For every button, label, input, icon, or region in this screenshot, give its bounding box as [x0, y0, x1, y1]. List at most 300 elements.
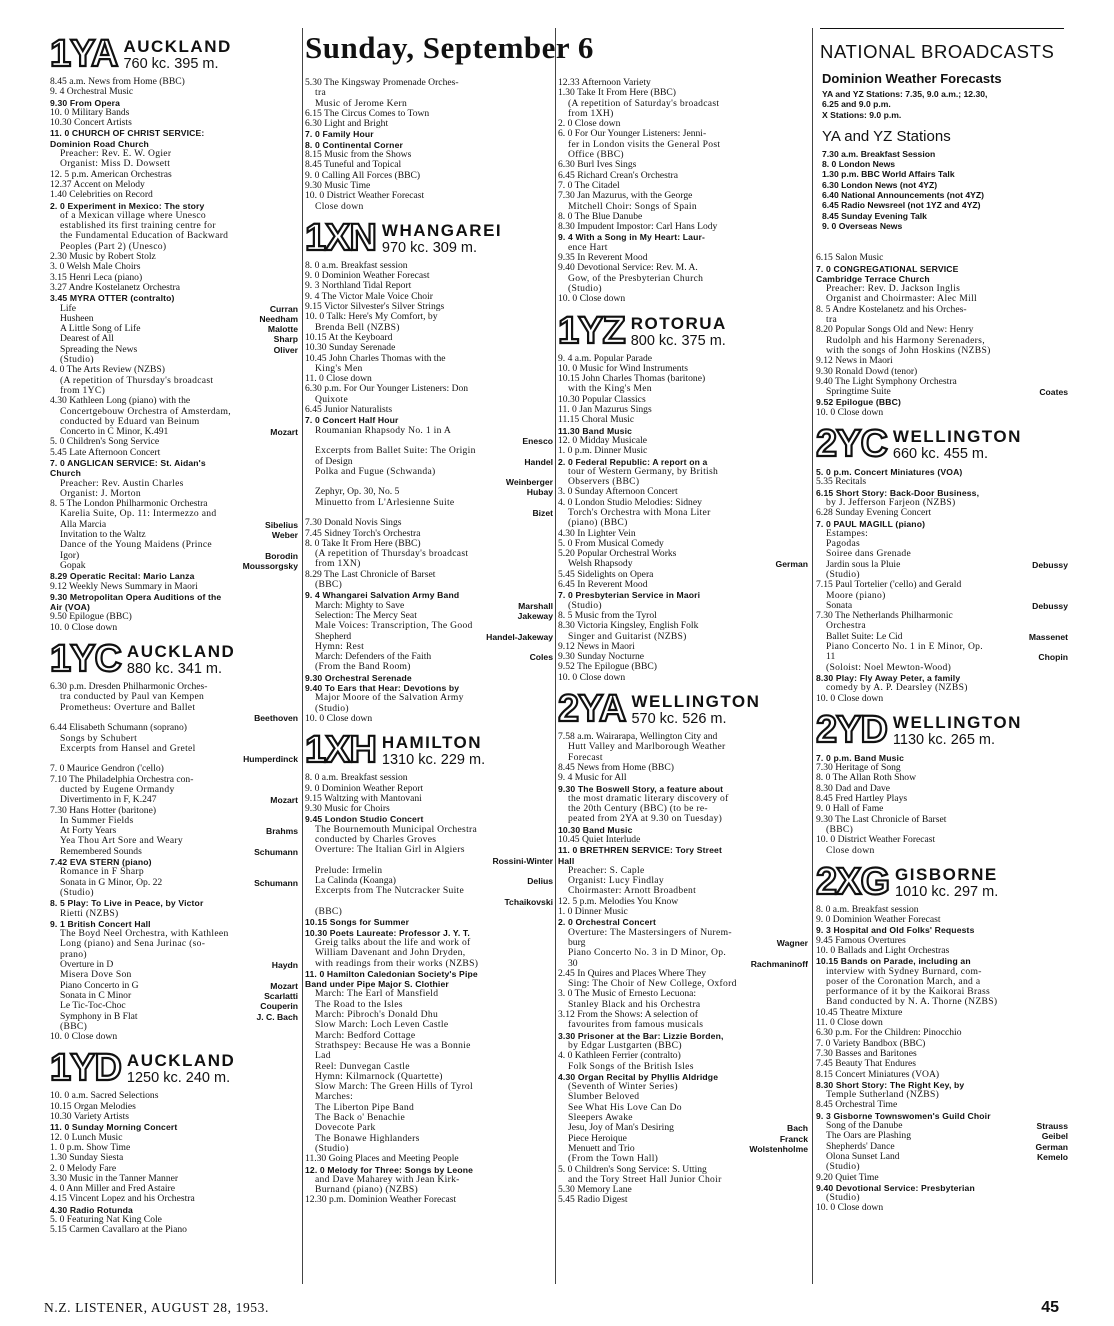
programme-detail-line: Slow March: Loch Leven Castle: [315, 1020, 449, 1031]
programme-entry: 8. 0 a.m. Breakfast session: [305, 260, 408, 271]
composer-name: Curran: [269, 303, 298, 314]
programme-item-with-composer: [816, 632, 1068, 642]
programme-entry: 2. 0 Experiment in Mexico: The story: [50, 200, 205, 211]
programme-item-text: Sonata: [826, 600, 853, 611]
station-frequency: 1130 kc. 265 m.: [892, 731, 996, 748]
programme-entry: 9.30 Orchestral Serenade: [305, 672, 412, 683]
programme-entry: 2. 0 Close down: [558, 119, 621, 130]
programme-item-with-composer: [305, 487, 553, 497]
programme-entry: 8.30 Play: Fly Away Peter, a family: [816, 672, 961, 683]
programme-item-with-composer: [305, 436, 553, 446]
programme-entry: 8.45 Fred Hartley Plays: [816, 794, 908, 805]
programme-entry: 10.45 Quiet Interlude: [558, 835, 641, 845]
composer-name: Scarlatti: [264, 990, 298, 1001]
composer-name: Coates: [1039, 387, 1068, 398]
programme-detail-line: (Studio): [60, 355, 94, 366]
programme-entry: 6.30 p.m. For the Children: Pinocchio: [816, 1028, 962, 1039]
programme-item-text: Concerto in C Minor, K.491: [60, 427, 169, 438]
programme-detail-line: Prelude: Irmelin: [315, 865, 383, 876]
programme-item-with-composer: [50, 324, 298, 334]
programme-detail-line: Moore (piano): [826, 590, 886, 601]
programme-column-4: [816, 28, 1068, 1286]
programme-item-with-composer: [305, 508, 553, 518]
programme-entry: 10.30 Sunday Serenade: [305, 343, 396, 354]
programme-entry: 2.45 In Quires and Places Where They: [558, 968, 707, 979]
station-city: WELLINGTON: [892, 427, 1022, 447]
station-header: [305, 728, 553, 768]
programme-detail-line: March: The Earl of Mansfield: [315, 989, 439, 1000]
programme-detail-line: (piano) (BBC): [568, 518, 628, 529]
yayz-schedule-line: 8.45 Sunday Evening Talk: [822, 210, 927, 221]
programme-detail-line: Excerpts from Ballet Suite: The Origin: [315, 446, 476, 457]
composer-name: Kemelo: [1036, 1151, 1068, 1162]
programme-entry: 12.37 Accent on Melody: [50, 179, 145, 190]
programme-detail-line: Songs by Schubert: [60, 733, 138, 744]
programme-detail-line: Folk Songs of the British Isles: [568, 1061, 694, 1072]
programme-entry: 3. 0 Sunday Afternoon Concert: [558, 487, 678, 498]
station-frequency: 800 kc. 375 m.: [630, 332, 726, 349]
programme-detail-line: (Studio): [568, 283, 602, 294]
programme-entry: 12. 5 p.m. American Orchestras: [50, 169, 172, 180]
station-info: [382, 734, 485, 768]
programme-item-with-composer: [558, 1123, 808, 1133]
programme-detail-line: The Liberton Pipe Band: [315, 1102, 415, 1113]
programme-detail-line: Observers (BBC): [568, 477, 640, 488]
programme-entry: 6.45 Richard Crean's Orchestra: [558, 170, 679, 181]
programme-entry: 6.45 In Reverent Mood: [558, 580, 648, 591]
programme-item-with-composer: [50, 795, 298, 805]
programme-detail-line: Romance in F Sharp: [60, 867, 145, 878]
yayz-lines: [816, 149, 1068, 231]
programme-entry: 4.30 Radio Rotunda: [50, 1204, 133, 1215]
station-info: [631, 693, 760, 727]
programme-entry: 6.44 Elisabeth Schumann (soprano): [50, 723, 187, 734]
programme-detail-line: by J. Jefferson Farjeon (NZBS): [826, 497, 956, 508]
station-info: [127, 1052, 235, 1086]
station-info: [382, 222, 502, 256]
programme-item-with-composer: [558, 1134, 808, 1144]
programme-detail-line: March: Pibroch's Donald Dhu: [315, 1010, 439, 1021]
footer-issue: N.Z. LISTENER, AUGUST 28, 1953.: [44, 1300, 269, 1315]
programme-entry: 9.40 The Light Symphony Orchestra: [816, 376, 957, 387]
programme-detail-line: (Studio): [315, 1143, 349, 1154]
programme-entry: 9.45 Famous Overtures: [816, 935, 906, 946]
column-rule: [555, 28, 556, 1284]
composer-name: Wagner: [776, 937, 808, 948]
page-number: 45: [1041, 1299, 1059, 1316]
programme-detail-line: Estampes:: [826, 528, 869, 539]
programme-detail-line: Organist: Lucy Findlay: [568, 876, 664, 887]
programme-detail-line: comedy by A. P. Dearsley (NZBS): [826, 683, 968, 694]
programme-entry: 9.30 Music for Choirs: [305, 804, 390, 815]
programme-detail-line: Choirmaster: Arnott Broadbent: [568, 886, 697, 897]
programme-entry: 6.30 p.m. Dresden Philharmonic Orches-: [50, 682, 208, 693]
programme-detail-line: Piano Concerto No. 1 in E Minor, Op.: [826, 642, 983, 653]
programme-entry: 8.29 The Last Chronicle of Barset: [305, 569, 436, 580]
programme-detail-line: Strathspey: Because He was a Bonnie: [315, 1040, 471, 1051]
programme-detail-line: (BBC): [315, 907, 343, 918]
programme-item-text: Spreading the News: [60, 344, 138, 355]
station-header: [305, 216, 553, 256]
station-info: [631, 315, 727, 349]
programme-entry: 7.30 Hans Hotter (baritone): [50, 805, 157, 816]
programme-item-text: Menuett and Trio: [568, 1143, 635, 1154]
page-title: Sunday, September 6: [305, 30, 594, 65]
programme-item-text: The Oars are Plashing: [826, 1131, 911, 1142]
programme-item-with-composer: [50, 991, 298, 1001]
station-frequency: 660 kc. 455 m.: [892, 446, 989, 463]
programme-detail-line: conducted by Charles Groves: [315, 835, 437, 845]
programme-entry: 10.15 Bands on Parade, including an: [816, 956, 971, 967]
composer-name: Debussy: [1032, 600, 1068, 611]
composer-name: Delius: [527, 876, 553, 887]
programme-item-with-composer: [50, 530, 298, 540]
programme-entry: 1. 0 p.m. Show Time: [50, 1142, 131, 1153]
station-call-sign: 1XH: [305, 729, 376, 769]
programme-entry: 1.30 Take It From Here (BBC): [558, 88, 676, 99]
programme-item-text: Ballet Suite: Le Cid: [826, 631, 903, 642]
programme-entry: 10.15 Organ Melodies: [50, 1101, 136, 1112]
station-info: [123, 38, 231, 72]
programme-entry: 12. 0 Melody for Three: Songs by Leone: [305, 1164, 474, 1175]
composer-name: Handel: [524, 456, 553, 467]
programme-detail-line: the 20th Century (BBC) (to be re-: [568, 804, 708, 815]
programme-entry: 5.15 Carmen Cavallaro at the Piano: [50, 1225, 187, 1236]
programme-entry: 7. 0 p.m. Band Music: [816, 752, 905, 763]
station-city: GISBORNE: [895, 864, 998, 884]
composer-name: Mozart: [270, 980, 298, 991]
programme-item-with-composer: [50, 334, 298, 344]
programme-detail-line: Close down: [315, 201, 364, 212]
programme-entry: 9.20 Quiet Time: [816, 1172, 879, 1183]
programme-entry: 1.30 Sunday Siesta: [50, 1153, 124, 1164]
programme-entry: 11. 0 CHURCH OF CHRIST SERVICE:: [50, 128, 205, 139]
programme-detail-line: Sleepers Awake: [568, 1113, 633, 1124]
programme-detail-line: and Dave Maharey with Jean Kirk-: [315, 1174, 460, 1185]
programme-detail-line: Dovecote Park: [315, 1123, 376, 1134]
programme-detail-line: Mitchell Choir: Songs of Spain: [568, 201, 697, 212]
programme-item-text: Springtime Suite: [826, 387, 891, 398]
programme-entry: 6.15 The Circus Comes to Town: [305, 108, 430, 119]
programme-detail-line: Quixote: [315, 394, 349, 405]
programme-entry: 2. 0 Orchestral Concert: [558, 917, 657, 928]
programme-entry: 7.30 Basses and Baritones: [816, 1048, 917, 1059]
programme-entry: 8.45 News from Home (BBC): [558, 762, 674, 773]
programme-detail-line: Overture: The Italian Girl in Algiers: [315, 845, 465, 856]
station-frequency: 1010 kc. 297 m.: [895, 883, 999, 900]
programme-entry: 1. 0 p.m. Dinner Music: [558, 446, 648, 457]
programme-entry: 2. 0 Federal Republic: A report on a: [558, 456, 708, 467]
programme-item-text: Shepherds' Dance: [826, 1141, 895, 1152]
programme-entry: 9. 0 Dominion Weather Report: [305, 783, 424, 794]
composer-name: Jakeway: [517, 610, 553, 621]
programme-entry: 7.30 The Netherlands Philharmonic: [816, 611, 953, 622]
programme-detail-line: Reel: Dunvegan Castle: [315, 1061, 410, 1072]
programme-item-with-composer: [816, 1131, 1068, 1141]
programme-item-text: Piano Concerto in G: [60, 980, 139, 991]
programme-item-text: La Calinda (Koanga): [315, 876, 396, 887]
programme-entry: 8.15 Concert Miniatures (VOA): [816, 1069, 940, 1080]
programme-entry: 5. 0 Children's Song Service: S. Utting: [558, 1164, 707, 1175]
programme-entry: 3. 0 The Music of Ernesto Lecuona:: [558, 989, 697, 1000]
programme-detail-line: (BBC): [315, 580, 343, 591]
station-header: [816, 422, 1068, 462]
programme-item-text: [60, 713, 254, 723]
station-city: WHANGAREI: [381, 220, 503, 240]
programme-detail-line: Soiree dans Grenade: [826, 549, 912, 560]
programme-entry: 4. 0 Kathleen Ferrier (contralto): [558, 1051, 681, 1062]
programme-item-text: Dearest of All: [60, 334, 114, 345]
programme-entry: 6.45 Junior Naturalists: [305, 405, 393, 416]
yayz-schedule-line: 9. 0 Overseas News: [822, 220, 903, 231]
yayz-schedule-line: 6.45 Radio Newsreel (not 1YZ and 4YZ): [822, 200, 981, 211]
programme-entry: 9.30 Metropolitan Opera Auditions of the: [50, 591, 222, 602]
programme-entry: 5. 0 Featuring Nat King Cole: [50, 1214, 162, 1225]
programme-entry: 9.52 Epilogue (BBC): [816, 397, 901, 408]
programme-entry: 12. 5 p.m. Melodies You Know: [558, 896, 679, 907]
composer-name: Mozart: [270, 795, 298, 806]
programme-entry: 7.42 EVA STERN (piano): [50, 857, 152, 868]
programme-entry: 7. 0 Variety Bandbox (BBC): [816, 1038, 926, 1049]
composer-name: Schumann: [254, 846, 298, 857]
column-rule: [302, 28, 303, 1284]
programme-detail-line: fer in London visits the General Post: [568, 139, 721, 150]
station-frequency: 970 kc. 309 m.: [381, 239, 478, 256]
programme-entry: 10.30 Poets Laureate: Professor J. Y. T.: [305, 927, 470, 938]
programme-entry: 11.30 Band Music: [558, 425, 633, 436]
programme-entry: 8. 5 Music from the Tyrol: [558, 610, 657, 621]
composer-name: Sharp: [273, 334, 298, 345]
composer-name: Moussorgsky: [242, 560, 298, 571]
programme-entry: 7.45 Sidney Torch's Orchestra: [305, 528, 421, 539]
programme-entry: 7.30 Heritage of Song: [816, 763, 901, 774]
programme-detail-line: interview with Sydney Burnard, com-: [826, 966, 982, 977]
programme-detail-line: Long (piano) and Sena Jurinac (so-: [60, 939, 206, 950]
composer-name: Chopin: [1038, 652, 1068, 663]
programme-entry: 7. 0 ANGLICAN SERVICE: St. Aidan's: [50, 457, 206, 468]
programme-detail-line: (Studio): [568, 600, 602, 611]
programme-entry: 10.30 Concert Artists: [50, 118, 132, 129]
programme-detail-line: (From the Band Room): [315, 662, 411, 673]
programme-entry: 10.15 John Charles Thomas (baritone): [558, 374, 706, 385]
programme-entry: 11.15 Choral Music: [558, 415, 635, 426]
programme-item-text: Shepherd: [315, 631, 352, 642]
programme-detail-line: Singer and Guitarist (NZBS): [568, 631, 687, 642]
yayz-schedule-line: 7.30 a.m. Breakfast Session: [822, 148, 936, 159]
programme-item-text: [315, 856, 492, 866]
station-header: [50, 637, 298, 677]
programme-entry: 6.15 Short Story: Back-Door Business,: [816, 487, 980, 498]
composer-name: Coles: [529, 652, 553, 663]
programme-entry: 10. 0 Music for Wind Instruments: [558, 363, 689, 374]
programme-detail-line: ence Hart: [568, 242, 608, 253]
programme-entry: 8.30 Victoria Kingsley, English Folk: [558, 621, 699, 632]
programme-entry: 8.15 Music from the Shows: [305, 150, 412, 161]
programme-entry: 10. 0 Close down: [305, 713, 373, 724]
programme-entry: 9. 4 Music for All: [558, 773, 627, 784]
programme-entry: 9. 4 a.m. Popular Parade: [558, 353, 653, 364]
programme-entry: 9. 4 Orchestral Music: [50, 87, 134, 98]
programme-item-with-composer: [50, 520, 298, 530]
programme-detail-line: tour of Western Germany, by British: [568, 466, 719, 477]
programme-detail-line: Dance of the Young Maidens (Prince: [60, 540, 212, 551]
programme-entry: 4.30 Kathleen Long (piano) with the: [50, 396, 191, 407]
programme-entry: 5.30 The Kingsway Promenade Orches-: [305, 78, 459, 88]
programme-item-text: 11: [826, 652, 836, 663]
programme-detail-line: ducted by Eugene Ormandy: [60, 785, 175, 795]
composer-name: Bach: [786, 1123, 808, 1134]
programme-detail-line: Male Voices: Transcription, The Good: [315, 621, 473, 632]
yayz-title: YA and YZ Stations: [822, 127, 951, 145]
programme-detail-line: The Back o' Benachie: [315, 1113, 406, 1124]
programme-detail-line: In Summer Fields: [60, 815, 134, 826]
programme-detail-line: Peoples (Part 2) (Unesco): [60, 241, 167, 252]
programme-detail-line: Karelia Suite, Op. 11: Intermezzo and: [60, 509, 217, 520]
composer-name: Mozart: [270, 427, 298, 438]
programme-entry: 9.35 In Reverent Mood: [558, 253, 648, 264]
programme-detail-line: Hymn: Rest: [315, 641, 365, 652]
programme-detail-line: (Seventh of Winter Series): [568, 1082, 678, 1093]
programme-item-text: March: Mighty to Save: [315, 600, 405, 611]
programme-detail-line: with readings from their works (NZBS): [315, 958, 479, 969]
programme-entry: 7.45 Beauty That Endures: [816, 1059, 917, 1070]
programme-detail-line: Greig talks about the life and work of: [315, 937, 471, 948]
programme-entry: 8. 5 The London Philharmonic Orchestra: [50, 499, 208, 510]
programme-entry: 5. 0 p.m. Concert Miniatures (VOA): [816, 467, 963, 478]
programme-item-with-composer: [50, 960, 298, 970]
programme-item-text: Husheen: [60, 313, 94, 324]
programme-detail-line: (From the Town Hall): [568, 1154, 659, 1165]
station-call-sign: 1YC: [50, 638, 121, 678]
programme-entry: 10. 0 Close down: [558, 672, 626, 683]
programme-detail-line: Minuetto from L'Arlesienne Suite: [315, 497, 455, 508]
programme-entry: 4. 0 London Studio Melodies: Sidney: [558, 497, 702, 508]
composer-name: Brahms: [266, 826, 298, 837]
programme-entry: 10. 0 Ballads and Light Orchestras: [816, 946, 950, 956]
programme-detail-line: tra: [315, 88, 327, 99]
programme-entry: 9. 4 Whangarei Salvation Army Band: [305, 590, 460, 601]
programme-entry: 10. 0 Close down: [50, 622, 118, 633]
station-call-sign: 2YC: [816, 423, 887, 463]
composer-name: Haydn: [271, 960, 298, 971]
composer-name: Wolstenholme: [749, 1143, 808, 1154]
programme-entry: 11. 0 Jan Mazurus Sings: [558, 405, 652, 416]
programme-item-with-composer: [816, 387, 1068, 397]
programme-entry: 5. 0 Children's Song Service: [50, 437, 160, 448]
composer-name: Geibel: [1041, 1131, 1068, 1142]
programme-detail-line: (Soloist: Noel Mewton-Wood): [826, 662, 952, 673]
programme-detail-line: Piano Concerto No. 3 in D Minor, Op.: [568, 948, 727, 959]
programme-entry: 9.30 Sunday Nocturne: [558, 652, 645, 663]
composer-name: Sibelius: [265, 519, 298, 530]
programme-item-text: [315, 508, 532, 518]
programme-entry: 10. 0 a.m. Sacred Selections: [50, 1091, 159, 1102]
programme-detail-line: Brenda Bell (NZBS): [315, 322, 400, 333]
station-city: AUCKLAND: [123, 37, 232, 56]
programme-entry: 10.15 At the Keyboard: [305, 332, 393, 343]
programme-entry: Church: [50, 468, 81, 479]
programme-detail-line: Excerpts from Hansel and Gretel: [60, 743, 196, 754]
yayz-schedule-line: 6.40 National Announcements (not 4YZ): [822, 190, 985, 201]
composer-name: Humperdinck: [243, 754, 298, 765]
programme-detail-line: Overture: The Mastersingers of Nurem-: [568, 927, 732, 938]
yayz-schedule-line: 8. 0 London News: [822, 159, 896, 170]
programme-item-with-composer: [50, 561, 298, 571]
programme-item-text: Selection: The Mercy Seat: [315, 610, 417, 621]
programme-item-with-composer: [816, 560, 1068, 570]
programme-item-text: Jesu, Joy of Man's Desiring: [568, 1123, 674, 1134]
programme-entry: 1. 0 Dinner Music: [558, 907, 628, 918]
programme-detail-line: (A repetition of Thursday's broadcast: [60, 375, 214, 386]
station-city: WELLINGTON: [631, 692, 761, 712]
programme-detail-line: and the Tory Street Hall Junior Choir: [568, 1174, 722, 1185]
programme-detail-line: (Studio): [826, 1193, 860, 1204]
programme-detail-line: Lad: [315, 1051, 331, 1062]
programme-entry: 12. 0 Midday Musicale: [558, 435, 647, 446]
programme-item-text: Jardin sous la Pluie: [826, 559, 901, 570]
programme-entry: 8.45 a.m. News from Home (BBC): [50, 77, 185, 87]
programme-detail-line: Misera Dove Son: [60, 970, 132, 981]
programme-item-with-composer: [50, 826, 298, 836]
programme-item-with-composer: [558, 959, 808, 969]
composer-name: Franck: [779, 1133, 808, 1144]
programme-item-text: Welsh Rhapsody: [568, 559, 633, 570]
station-call-sign: 2YD: [816, 708, 887, 748]
col4-programme: [816, 253, 1068, 1213]
station-frequency: 1310 kc. 229 m.: [381, 752, 486, 769]
programme-entry: 10. 0 Close down: [50, 1032, 118, 1043]
composer-name: Needham: [259, 313, 298, 324]
programme-detail-line: Pagodas: [826, 539, 861, 550]
programme-item-with-composer: [816, 601, 1068, 611]
programme-entry: 9.30 Ronald Dowd (tenor): [816, 366, 918, 377]
programme-entry: 3.12 From the Shows: A selection of: [558, 1010, 698, 1021]
programme-column-3: [558, 78, 808, 1286]
programme-item-text: Song of the Danube: [826, 1121, 903, 1132]
programme-detail-line: favourites from famous musicals: [568, 1020, 704, 1031]
programme-column-1: [50, 28, 298, 1286]
programme-entry: 9.30 Music Time: [305, 180, 371, 191]
programme-item-text: Le Tic-Toc-Choc: [60, 1001, 126, 1012]
programme-column-2: [305, 78, 553, 1286]
programme-entry: 9. 1 British Concert Hall: [50, 918, 151, 929]
programme-entry: Hall: [558, 855, 575, 866]
composer-name: Rossini-Winter: [492, 855, 553, 866]
programme-entry: 8. 0 a.m. Breakfast session: [816, 904, 919, 915]
programme-item-with-composer: [558, 938, 808, 948]
weather-forecast-line: 6.25 and 9.0 p.m.: [822, 99, 891, 110]
composer-name: Weinberger: [505, 477, 553, 488]
programme-item-with-composer: [816, 1121, 1068, 1131]
programme-item-text: At Forty Years: [60, 826, 117, 837]
programme-item-with-composer: [50, 847, 298, 857]
composer-name: Oliver: [273, 344, 298, 355]
programme-detail-line: Forecast: [568, 752, 603, 763]
composer-name: Tchaikovski: [504, 896, 553, 907]
programme-detail-line: of a Mexican village where Unesco: [60, 210, 207, 221]
programme-entry: 3.15 Henri Leca (piano): [50, 272, 143, 283]
programme-detail-line: Orchestra: [826, 621, 866, 632]
programme-detail-line: established its first training centre for: [60, 221, 216, 232]
programme-entry: 6.30 Burl Ives Sings: [558, 160, 637, 171]
programme-entry: 7. 0 Family Hour: [305, 129, 374, 140]
programme-detail-line: with the songs of John Hoskins (NZBS): [826, 345, 991, 356]
programme-detail-line: Organist: J. Morton: [60, 488, 141, 499]
programme-entry: 10. 0 Close down: [816, 407, 884, 418]
composer-name: Borodin: [265, 550, 298, 561]
station-city: AUCKLAND: [126, 642, 236, 662]
station-frequency: 880 kc. 341 m.: [126, 661, 223, 678]
